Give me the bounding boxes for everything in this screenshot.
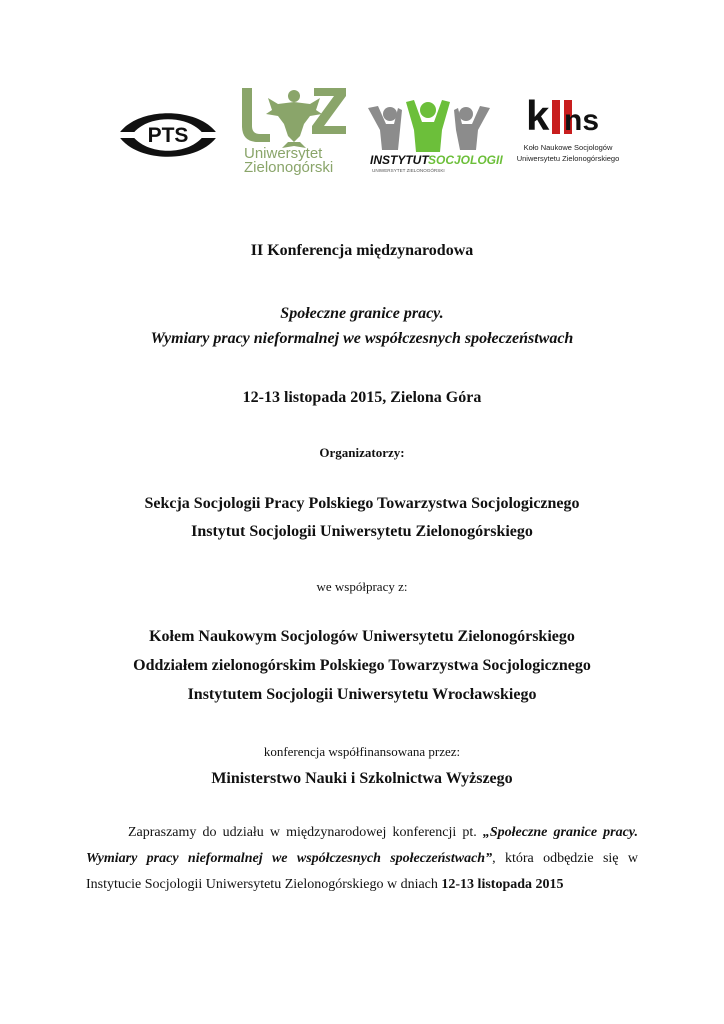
uz-logo-line1: Uniwersytet xyxy=(244,145,323,162)
conference-heading: II Konferencja międzynarodowa xyxy=(250,242,474,259)
is-logo-text-a: INSTYTUT xyxy=(370,153,429,167)
eagle-icon xyxy=(238,84,350,174)
is-logo-sub: UNIWERSYTET ZIELONOGÓRSKI xyxy=(372,168,445,173)
partner-3: Instytutem Socjologii Uniwersytetu Wrocławskiego xyxy=(187,686,537,703)
conference-title-line2: Wymiary pracy nieformalnej we współczesnych społeczeństwach xyxy=(150,330,574,347)
kns-mark xyxy=(508,90,628,170)
invitation-line-3: Instytucie Socjologii Uniwersytetu Zielonogórskiego w dniach 12-13 listopada 2015 xyxy=(86,877,564,892)
kns-logo-line2: Uniwersytetu Zielonogórskiego xyxy=(516,154,620,163)
invitation-line-2: Wymiary pracy nieformalnej we współczesnych społeczeństwach”, która odbędzie się w xyxy=(86,851,638,866)
partner-2: Oddziałem zielonogórskim Polskiego Towarzystwa Socjologicznego xyxy=(133,657,591,674)
invitation-paragraph xyxy=(86,820,638,898)
pts-logo xyxy=(116,100,220,170)
uz-logo-line2: Zielonogórski xyxy=(244,159,334,176)
funding-label: konferencja współfinansowana przez: xyxy=(263,744,461,759)
kns-mark-ns: ns xyxy=(564,104,600,137)
uz-logo xyxy=(238,84,350,174)
cooperation-label: we współpracy z: xyxy=(316,579,408,594)
invitation-line-1: Zapraszamy do udziału w międzynarodowej konferencji pt. „Społeczne granice pracy. xyxy=(128,825,638,840)
kns-logo xyxy=(508,90,628,170)
organizer-2: Instytut Socjologii Uniwersytetu Zielonogórskiego xyxy=(191,523,533,540)
pts-eye-icon xyxy=(116,100,220,170)
pts-logo-text: PTS xyxy=(147,124,189,147)
funder-name: Ministerstwo Nauki i Szkolnictwa Wyższego xyxy=(211,770,513,787)
instytut-socjologii-logo xyxy=(366,100,503,174)
is-logo-text-b: SOCJOLOGII xyxy=(428,153,503,167)
organizers-label: Organizatorzy: xyxy=(319,445,405,460)
conference-date-place: 12-13 listopada 2015, Zielona Góra xyxy=(242,389,482,406)
kns-mark-k: k xyxy=(526,92,550,139)
kns-logo-line1: Koło Naukowe Socjologów xyxy=(523,143,613,152)
partner-1: Kołem Naukowym Socjologów Uniwersytetu Zielonogórskiego xyxy=(149,628,575,645)
people-icon xyxy=(366,100,503,174)
organizer-1: Sekcja Socjologii Pracy Polskiego Towarzystwa Socjologicznego xyxy=(144,495,580,512)
conference-title-line1: Społeczne granice pracy. xyxy=(280,305,444,322)
